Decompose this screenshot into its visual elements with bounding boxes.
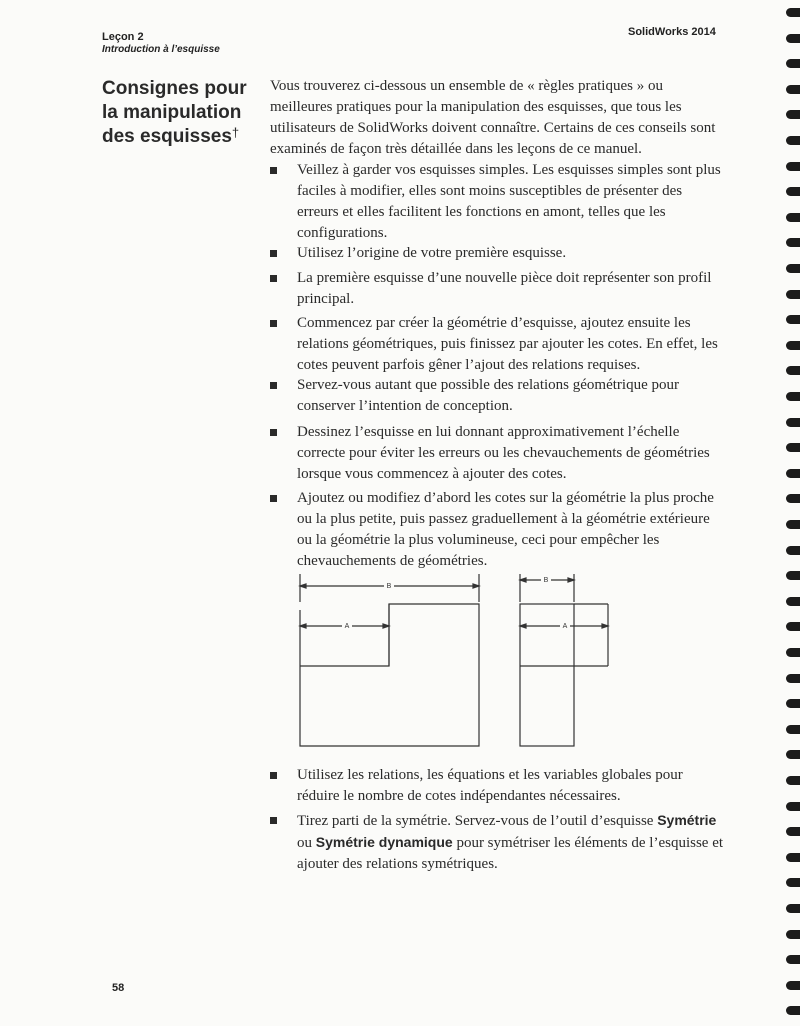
binding-loop (786, 187, 800, 196)
chapter-label: Introduction à l’esquisse (102, 44, 220, 55)
running-header-left (102, 31, 220, 56)
arrowhead (300, 584, 306, 588)
list-item-text: Commencez par créer la géométrie d’esquisse, ajoutez ensuite les relations géométriques, puis finissez par ajouter les cotes. En effet, les cotes peuvent parfois gêner l’ajout des relations requises. (297, 315, 718, 373)
lesson-label: Leçon 2 (102, 31, 144, 43)
binding-loop (786, 699, 800, 708)
arrowhead (383, 624, 389, 628)
binding-loop (786, 136, 800, 145)
text-run: pour symétriser les éléments de l’esquisse et ajouter des relations symétriques. (297, 835, 724, 872)
bullet-marker (270, 429, 277, 436)
binding-loop (786, 802, 800, 811)
binding-loop (786, 878, 800, 887)
bullet-marker (270, 320, 277, 327)
binding-loop (786, 776, 800, 785)
tool-name-dynamic-symmetry: Symétrie dynamique (315, 834, 453, 850)
binding-loop (786, 290, 800, 299)
intro-paragraph: Vous trouverez ci-dessous un ensemble de « règles pratiques » ou meilleures pratiques pour la manipulation des esquisses, que tous les utilisateurs de SolidWorks doivent connaître. Certains de ces conseils sont examinés de façon très détaillée dans les leçons de ce manuel. (270, 78, 716, 157)
tool-name-symmetry: Symétrie (657, 812, 717, 828)
binding-loop (786, 264, 800, 273)
list-item-text (297, 810, 727, 875)
list-item-text: Dessinez l’esquisse en lui donnant approximativement l’échelle correcte pour éviter les erreurs ou les chevauchements de géométries lorsque vous commencez à ajouter des cotes. (297, 424, 710, 482)
list-item-text: Ajoutez ou modifiez d’abord les cotes sur la géométrie la plus proche ou la plus petite, puis passez graduellement à la géométrie extérieure ou la géométrie la plus volumineuse, ceci pour empêcher les chevauchements de géométries. (297, 490, 714, 569)
binding-loop (786, 955, 800, 964)
footnote-dagger: † (231, 125, 240, 140)
binding-loop (786, 827, 800, 836)
arrowhead (520, 578, 526, 582)
bullet-marker (270, 382, 277, 389)
binding-loop (786, 597, 800, 606)
binding-loop (786, 85, 800, 94)
arrowhead (473, 584, 479, 588)
arrowhead (568, 578, 574, 582)
bullet-marker (270, 275, 277, 282)
sketch-figure-bad (516, 572, 616, 750)
binding-loop (786, 520, 800, 529)
bullet-marker (270, 772, 277, 779)
list-item-text: Servez-vous autant que possible des relations géométrique pour conserver l’intention de conception. (297, 377, 679, 414)
binding-loop (786, 648, 800, 657)
spiral-binding (786, 0, 800, 1026)
binding-loop (786, 571, 800, 580)
section-title (102, 77, 262, 149)
list-item-text: Utilisez l’origine de votre première esquisse. (297, 245, 567, 261)
binding-loop (786, 546, 800, 555)
text-run: Tirez parti de la symétrie. Servez-vous de l’outil d’esquisse (297, 813, 658, 829)
bullet-marker (270, 250, 277, 257)
binding-loop (786, 238, 800, 247)
arrowhead (300, 624, 306, 628)
binding-loop (786, 750, 800, 759)
binding-loop (786, 930, 800, 939)
binding-loop (786, 494, 800, 503)
list-item-text: Veillez à garder vos esquisses simples. Les esquisses simples sont plus faciles à modifier, elles sont moins susceptibles de présenter des erreurs et elles facilitent les fonctions en amont, telles que les configurations. (297, 162, 721, 241)
binding-loop (786, 59, 800, 68)
bullet-marker (270, 817, 277, 824)
binding-loop (786, 443, 800, 452)
bullet-marker (270, 495, 277, 502)
arrowhead (602, 624, 608, 628)
dimension-label-a: A (344, 623, 350, 630)
binding-loop (786, 622, 800, 631)
binding-loop (786, 981, 800, 990)
binding-loop (786, 674, 800, 683)
binding-loop (786, 341, 800, 350)
text-run: ou (297, 835, 316, 851)
binding-loop (786, 315, 800, 324)
binding-loop (786, 34, 800, 43)
dimension-label-a: A (562, 623, 568, 630)
dimension-label-b: B (386, 583, 392, 590)
binding-loop (786, 725, 800, 734)
sketch-figure-good (296, 572, 486, 750)
bullet-marker (270, 167, 277, 174)
product-label: SolidWorks 2014 (628, 26, 716, 38)
binding-loop (786, 418, 800, 427)
arrowhead (520, 624, 526, 628)
list-item-text: Utilisez les relations, les équations et les variables globales pour réduire le nombre de cotes indépendantes nécessaires. (297, 767, 683, 804)
dimension-label-b: B (543, 577, 549, 584)
binding-loop (786, 8, 800, 17)
section-title-text: Consignes pour la manipulation des esquisses (102, 78, 247, 147)
binding-loop (786, 1006, 800, 1015)
binding-loop (786, 853, 800, 862)
binding-loop (786, 110, 800, 119)
binding-loop (786, 366, 800, 375)
binding-loop (786, 469, 800, 478)
binding-loop (786, 904, 800, 913)
page-number: 58 (112, 982, 125, 994)
binding-loop (786, 392, 800, 401)
binding-loop (786, 213, 800, 222)
binding-loop (786, 162, 800, 171)
list-item-text: La première esquisse d’une nouvelle pièce doit représenter son profil principal. (297, 270, 712, 307)
